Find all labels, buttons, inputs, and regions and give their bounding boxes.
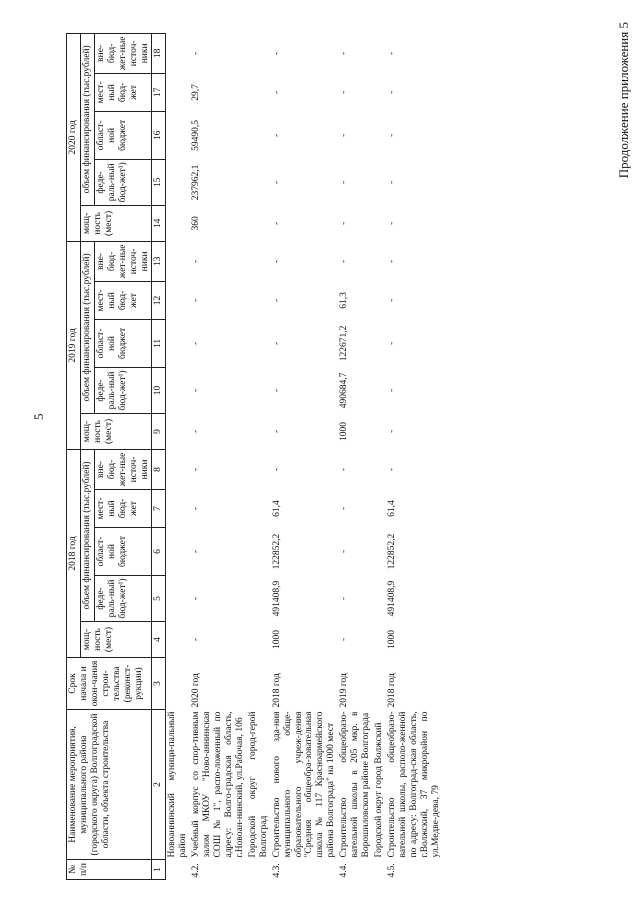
value-cell: 490684,7 bbox=[339, 372, 350, 409]
value-cell: - bbox=[191, 388, 202, 393]
header-federal: феде-раль-ный бюд-жет¹) bbox=[94, 367, 152, 413]
col-index: 8 bbox=[152, 449, 166, 489]
value-cell: - bbox=[191, 298, 202, 303]
col-index: 12 bbox=[152, 281, 166, 319]
value-cell: 59490,5 bbox=[191, 119, 202, 151]
value-cell: 29,7 bbox=[191, 84, 202, 101]
header-federal: феде-раль-ный бюд-жет¹) bbox=[94, 576, 152, 622]
table-row bbox=[386, 33, 443, 879]
group-empty bbox=[166, 860, 190, 880]
row-number: 4.5. bbox=[386, 863, 397, 878]
value-cell: 1000 bbox=[339, 421, 350, 441]
header-extra: вне-бюд-жет-ные источ-ники bbox=[94, 33, 152, 73]
header-capacity: мощ-ность (мест) bbox=[80, 205, 152, 241]
value-cell: - bbox=[339, 637, 350, 642]
col-index: 2 bbox=[152, 710, 166, 860]
col-index: 13 bbox=[152, 241, 166, 281]
value-cell: 1000 bbox=[271, 630, 282, 649]
value-cell: - bbox=[271, 429, 282, 434]
header-year-2018: 2018 год bbox=[67, 449, 81, 657]
header-financing: объем финансирования (тыс.рублей) bbox=[80, 241, 94, 413]
object-name: Строительство общеобразо-вательной школы в 205 мкр. в Ворошиловском районе Волгограда bbox=[339, 711, 372, 858]
value-cell: - bbox=[386, 341, 397, 346]
header-financing: объем финансирования (тыс.рублей) bbox=[80, 449, 94, 621]
header-extra: вне-бюд-жет-ные источ-ники bbox=[94, 449, 152, 489]
header-term: Срок начала и окон-чания строи-тельства (реконст-рукции) bbox=[67, 658, 152, 710]
header-year-2019: 2019 год bbox=[67, 241, 81, 449]
value-cell: 122671,2 bbox=[339, 325, 350, 362]
col-index: 6 bbox=[152, 528, 166, 576]
row-number: 4.4. bbox=[339, 863, 350, 878]
group-row bbox=[373, 33, 386, 879]
col-index: 9 bbox=[152, 413, 166, 449]
value-cell: - bbox=[339, 221, 350, 225]
header-capacity: мощ-ность (мест) bbox=[80, 413, 152, 449]
value-cell: - bbox=[386, 259, 397, 263]
value-cell: - bbox=[339, 51, 350, 55]
value-cell: - bbox=[271, 51, 282, 55]
table-row bbox=[271, 33, 339, 879]
value-cell: 1000 bbox=[386, 630, 397, 649]
value-cell: - bbox=[386, 221, 397, 225]
col-index: 4 bbox=[152, 622, 166, 658]
construction-schedule-table bbox=[66, 33, 443, 880]
group-spacer bbox=[247, 33, 271, 709]
continuation-label: Продолжение приложения 5 bbox=[616, 22, 631, 179]
value-cell: - bbox=[339, 549, 350, 554]
header-name: Наименование мероприятия, муниципального района (городского округа) Волгоградской области, объекта строительства bbox=[67, 710, 152, 860]
value-cell: - bbox=[191, 259, 202, 263]
row-number: 4.3. bbox=[271, 863, 282, 878]
col-index: 10 bbox=[152, 367, 166, 413]
header-local: мест-ный бюд-жет bbox=[94, 73, 152, 111]
group-empty bbox=[373, 860, 386, 880]
value-cell: 122852,2 bbox=[271, 533, 282, 570]
value-cell: - bbox=[191, 549, 202, 554]
header-capacity: мощ-ность (мест) bbox=[80, 622, 152, 658]
group-row bbox=[166, 33, 190, 879]
group-name: Городской округ город-герой Волгоград bbox=[247, 711, 269, 858]
value-cell: - bbox=[339, 259, 350, 263]
construction-term: 2020 год bbox=[191, 673, 202, 708]
col-index: 7 bbox=[152, 490, 166, 528]
object-name: Строительство общеобразо-вательной школы, располо-женной по адресу: Волгоград-ская область, г.Волжский, 37 микрорайон по ул.Медве-дева, 79 bbox=[386, 711, 441, 858]
value-cell: - bbox=[339, 506, 350, 511]
value-cell: - bbox=[191, 341, 202, 346]
object-name: Строительство нового зда-ния муниципального обще-образовательного учреж-дения "Средняя общеобра-зовательная школа № 117 Красноармейского района Волгограда" на 1000 мест bbox=[271, 711, 337, 858]
col-index: 17 bbox=[152, 73, 166, 111]
rotated-table-container bbox=[66, 36, 626, 880]
header-extra: вне-бюд-жет-ные источ-ники bbox=[94, 241, 152, 281]
value-cell: - bbox=[191, 506, 202, 511]
value-cell: - bbox=[271, 90, 282, 94]
group-row bbox=[247, 33, 271, 879]
value-cell: - bbox=[339, 133, 350, 137]
header-federal: феде-раль-ный бюд-жет¹) bbox=[94, 159, 152, 205]
col-index: 15 bbox=[152, 159, 166, 205]
value-cell: - bbox=[191, 429, 202, 434]
value-cell: - bbox=[271, 341, 282, 346]
value-cell: - bbox=[191, 637, 202, 642]
col-index: 3 bbox=[152, 658, 166, 710]
value-cell: - bbox=[386, 467, 397, 472]
value-cell: - bbox=[271, 259, 282, 263]
value-cell: - bbox=[271, 298, 282, 303]
construction-term: 2018 год bbox=[386, 673, 397, 708]
page-number: 5 bbox=[31, 413, 46, 420]
value-cell: - bbox=[386, 51, 397, 55]
col-index: 16 bbox=[152, 111, 166, 159]
table-row bbox=[338, 33, 373, 879]
header-regional: област-ной бюджет bbox=[94, 111, 152, 159]
group-spacer bbox=[166, 33, 190, 709]
value-cell: - bbox=[271, 221, 282, 225]
construction-term: 2019 год bbox=[339, 673, 350, 708]
construction-term: 2018 год bbox=[271, 673, 282, 708]
group-name: Новоаннинский муници-пальный район bbox=[167, 711, 189, 858]
value-cell: - bbox=[386, 133, 397, 137]
header-financing: объем финансирования (тыс.рублей) bbox=[80, 33, 94, 205]
value-cell: - bbox=[386, 388, 397, 393]
row-number: 4.2. bbox=[191, 863, 202, 878]
value-cell: - bbox=[271, 133, 282, 137]
value-cell: 61,4 bbox=[386, 500, 397, 517]
col-index: 14 bbox=[152, 205, 166, 241]
group-name: Городской округ город Волжский bbox=[373, 722, 384, 858]
value-cell: 61,4 bbox=[271, 500, 282, 517]
value-cell: 491408,9 bbox=[271, 580, 282, 617]
header-local: мест-ный бюд-жет bbox=[94, 490, 152, 528]
value-cell: 237962,1 bbox=[191, 164, 202, 201]
value-cell: - bbox=[271, 180, 282, 184]
table-body bbox=[166, 33, 443, 879]
col-index: 11 bbox=[152, 319, 166, 367]
group-empty bbox=[247, 860, 271, 880]
value-cell: - bbox=[386, 180, 397, 184]
object-name: Учебный корпус со спор-тивным залом МКОУ "Ново-аннинская СОШ № 1", распо-ложенный по адресу: Волго-градская область, г.Новоан-нинский, ул.Рабочая, 106 bbox=[191, 711, 245, 858]
value-cell: - bbox=[191, 51, 202, 55]
header-regional: област-ной бюджет bbox=[94, 319, 152, 367]
value-cell: 360 bbox=[191, 216, 202, 231]
value-cell: - bbox=[386, 90, 397, 94]
value-cell: - bbox=[386, 429, 397, 434]
value-cell: 61,3 bbox=[339, 292, 350, 309]
column-index-row bbox=[152, 33, 166, 879]
value-cell: - bbox=[386, 298, 397, 303]
value-cell: - bbox=[191, 467, 202, 472]
value-cell: - bbox=[271, 388, 282, 393]
header-local: мест-ный бюд-жет bbox=[94, 281, 152, 319]
value-cell: - bbox=[191, 596, 202, 601]
col-index: 18 bbox=[152, 33, 166, 73]
col-index: 5 bbox=[152, 576, 166, 622]
group-spacer bbox=[373, 33, 386, 709]
header-year-2020: 2020 год bbox=[67, 33, 81, 241]
header-no: № п/п bbox=[67, 860, 152, 880]
value-cell: - bbox=[339, 180, 350, 184]
col-index: 1 bbox=[152, 860, 166, 880]
value-cell: - bbox=[339, 467, 350, 472]
value-cell: - bbox=[271, 467, 282, 472]
value-cell: 122852,2 bbox=[386, 533, 397, 570]
value-cell: - bbox=[339, 596, 350, 601]
value-cell: 491408,9 bbox=[386, 580, 397, 617]
value-cell: - bbox=[339, 90, 350, 94]
header-regional: област-ной бюджет bbox=[94, 528, 152, 576]
table-row bbox=[190, 33, 247, 879]
